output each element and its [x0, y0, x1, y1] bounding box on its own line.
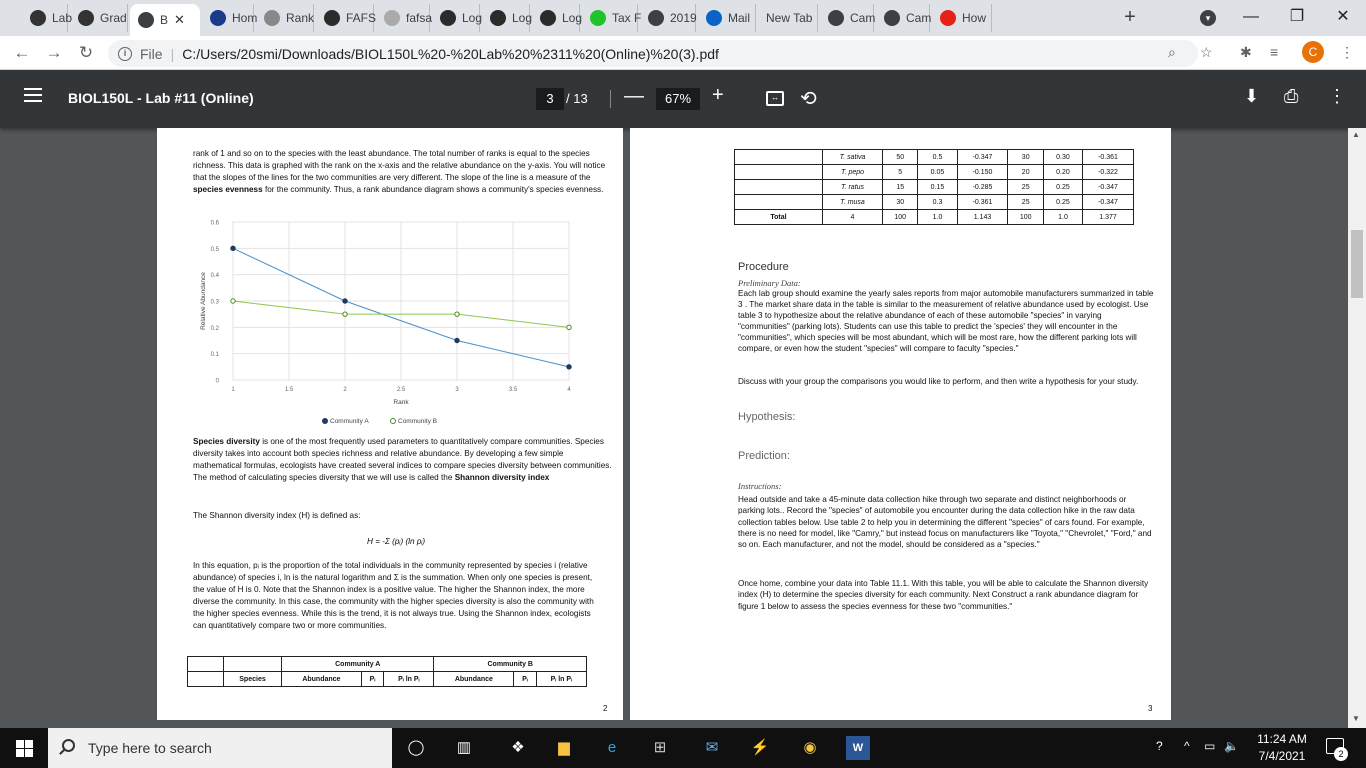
browser-tab[interactable]	[932, 4, 992, 32]
table-cell: 100	[1008, 210, 1043, 225]
table-header-cell: Abundance	[282, 672, 362, 687]
cortana-icon[interactable]: ◯	[407, 739, 425, 756]
table-header-cell: Pᵢ	[361, 672, 383, 687]
lab-icon	[30, 10, 46, 26]
address-bar[interactable]	[108, 40, 1198, 67]
table-cell: 1.0	[1043, 210, 1082, 225]
intro-text: rank of 1 and so on to the species with the least abundance. The total number of ranks is equal to the species richness. This data is graphed with the rank on the x-axis and the relative abundance on the y-axis. You will notice that the slopes of the lines for the two communities are very different. The slope of the line is a measure of the	[193, 149, 606, 182]
browser-tab[interactable]	[820, 4, 874, 32]
diversity-bold: Species diversity	[193, 437, 260, 446]
browser-tab[interactable]	[532, 4, 583, 32]
table-cell: 30	[883, 195, 918, 210]
battery-icon[interactable]: ▭	[1204, 739, 1216, 753]
minimize-icon[interactable]: —	[1243, 8, 1259, 25]
table-row	[735, 195, 1134, 210]
x-axis-label: Rank	[393, 399, 409, 406]
table-row	[735, 150, 1134, 165]
table-cell: T. ratus	[823, 180, 883, 195]
data-point	[343, 312, 347, 316]
table-cell: 0.5	[918, 150, 957, 165]
sales-data-table	[734, 149, 1134, 225]
pdf-title: BIOL150L - Lab #11 (Online)	[68, 90, 254, 106]
address-separator: |	[170, 45, 175, 62]
data-point	[231, 299, 235, 303]
browser-tab[interactable]	[432, 4, 483, 32]
scroll-up-icon[interactable]: ▲	[1352, 130, 1360, 139]
browser-tab[interactable]	[640, 4, 696, 32]
zoom-input[interactable]: 67%	[656, 88, 700, 110]
grad-icon	[78, 10, 94, 26]
zoom-icon[interactable]: ⌕	[1168, 44, 1176, 60]
data-point	[567, 325, 571, 329]
x-tick-label: 1	[231, 387, 235, 393]
table-cell: 100	[883, 210, 918, 225]
page-number: 2	[603, 704, 608, 713]
diversity-paragraph	[193, 436, 613, 484]
fsa-icon	[324, 10, 340, 26]
tab-title: Log	[462, 11, 483, 25]
restore-icon[interactable]: ❐	[1289, 8, 1305, 25]
tab-title: How	[962, 11, 987, 25]
tab-title: Log	[512, 11, 533, 25]
table-cell: 25	[1008, 195, 1043, 210]
clock-date: 7/4/2021	[1258, 749, 1306, 763]
data-point	[455, 338, 459, 342]
menu-icon[interactable]	[24, 88, 42, 102]
tab-title: FAFS	[346, 11, 377, 25]
intro-bold: species evenness	[193, 185, 263, 194]
pdf-toolbar	[0, 70, 1366, 128]
pdf-page-2	[157, 128, 623, 720]
file-explorer-icon[interactable]: ▆	[558, 739, 570, 756]
equation-paragraph: In this equation, pᵢ is the proportion of the total individuals in the community represented by species i (relative abundance) of species i, ln is the natural logarithm and Σ is the summation. When only one species is present, the value of H is 0. Note that the Shannon index is a positive value. The higher the Shannon index, the more diverse the community. In this case, the community with the higher species diversity is also the community with the higher species evenness. While this is the trend, it is not always true. Using the Shannon index, ecologists can quantitatively compare two or more communities.	[193, 561, 594, 630]
table-row	[735, 180, 1134, 195]
browser-tab[interactable]	[70, 4, 128, 32]
notification-count: 2	[1334, 747, 1348, 761]
table-cell	[224, 657, 282, 672]
chrome-icon[interactable]: ◉	[803, 739, 817, 756]
table-cell: -0.347	[1083, 180, 1134, 195]
tab-title: Grad	[100, 11, 127, 25]
help-icon[interactable]: ?	[1156, 739, 1163, 753]
intro-end: for the community. Thus, a rank abundance diagram shows a community's species evenness.	[264, 185, 604, 194]
loader-icon	[264, 10, 280, 26]
extensions-icon[interactable]: ✱	[1240, 44, 1252, 60]
browser-tab[interactable]	[130, 4, 200, 36]
table-cell	[735, 150, 823, 165]
browser-tab[interactable]	[758, 4, 818, 32]
tab-title: fafsa	[406, 11, 433, 25]
diversity-text: is one of the most frequently used parameters to quantitatively compare communities. Species diversity takes into account both species richness and relative abundance. By developing a few simple mathematical formulas, ecologists have created several indices to compare species diversity between communities. The method of calculating species diversity that we will use is called the	[193, 437, 612, 482]
table-cell: 50	[883, 150, 918, 165]
table-cell: 1.0	[918, 210, 957, 225]
preliminary-heading: Preliminary Data:	[738, 278, 801, 288]
table-header-cell: Pᵢ ln Pᵢ	[536, 672, 586, 687]
edge-icon[interactable]: e	[607, 739, 617, 756]
table-cell: 20	[1008, 165, 1043, 180]
profile-avatar[interactable]: C	[1302, 41, 1324, 63]
toolbar-divider	[610, 90, 611, 108]
table-cell: T. sativa	[823, 150, 883, 165]
table-cell: 0.25	[1043, 180, 1082, 195]
y-tick-label: 0.1	[210, 352, 219, 359]
shannon-bold: Shannon diversity index	[454, 473, 550, 482]
hypothesis-label: Hypothesis:	[738, 411, 796, 423]
table-cell: 0.15	[918, 180, 957, 195]
reload-icon[interactable]: ↻	[78, 43, 94, 62]
home-text: Once home, combine your data into Table 11.1. With this table, you will be able to calculate the Shannon diversity index (H) to determine the species diversity for each community. Next Construct a rank abundance diagram for figure 1 below to assess the species evenness for these two "communities."	[738, 579, 1149, 611]
pdf-page-3	[630, 128, 1171, 720]
browser-tab[interactable]	[22, 4, 73, 32]
bookmark-star-icon[interactable]: ☆	[1200, 44, 1213, 60]
zoom-in-button[interactable]: +	[712, 84, 724, 106]
y-axis-label: Relative Abundance	[200, 272, 207, 330]
browser-tab[interactable]	[582, 4, 642, 32]
browser-tab[interactable]	[876, 4, 930, 32]
tab-title: Rank	[286, 11, 315, 25]
community-a-header: Community A	[282, 657, 434, 672]
table-header-cell: Pᵢ	[514, 672, 536, 687]
y-tick-label: 0.5	[210, 246, 219, 253]
circle-icon	[384, 10, 400, 26]
table-cell: -0.285	[957, 180, 1008, 195]
prediction-label: Prediction:	[738, 450, 790, 462]
table-cell: 30	[1008, 150, 1043, 165]
print-icon[interactable]: ⎙	[1284, 86, 1299, 106]
table-cell: -0.347	[957, 150, 1008, 165]
system-clock[interactable]	[1254, 731, 1310, 765]
legend-marker	[391, 419, 396, 424]
shannon-table	[187, 656, 587, 687]
table-cell: -0.150	[957, 165, 1008, 180]
browser-tab[interactable]	[202, 4, 258, 32]
scroll-down-icon[interactable]: ▼	[1352, 714, 1360, 723]
globe-icon	[828, 10, 844, 26]
table-cell: Total	[735, 210, 823, 225]
tab-title: Cam	[850, 11, 876, 25]
instructions-heading: Instructions:	[738, 481, 782, 491]
instructions-text: Head outside and take a 45-minute data collection hike through two separate and distinct neighborhoods or parking lots.. Record the "species" of automobile you encounter during the data collection hike in the raw data collection tables below. Use table 2 to help you in determining the different "species" of cars found. For example, there is no need for model, like "Camry," but instead focus on manufacturers like "Toyota," "Chevrolet," "Ford," and so on. Each manufacturer, and not the model, should be considered as a "species."	[738, 495, 1152, 550]
table-cell: -0.361	[957, 195, 1008, 210]
search-icon	[62, 739, 75, 752]
x-tick-label: 2.5	[396, 387, 406, 393]
task-view-icon[interactable]: ▥	[456, 739, 472, 756]
chrome-menu-icon[interactable]: ⋮	[1340, 44, 1354, 60]
intro-paragraph	[193, 148, 609, 196]
page-total: / 13	[566, 91, 588, 106]
data-point	[343, 299, 347, 303]
tab-title: New Tab	[766, 11, 813, 25]
data-point	[455, 312, 459, 316]
x-tick-label: 3	[455, 387, 459, 393]
globe-icon	[884, 10, 900, 26]
table-header-cell: Abundance	[434, 672, 514, 687]
chevron-up-icon[interactable]: ^	[1184, 739, 1190, 753]
taskbar-search-box[interactable]	[48, 728, 392, 768]
pdf-viewer	[0, 128, 1348, 728]
info-icon[interactable]: i	[118, 47, 132, 61]
tab-search-icon[interactable]: ▾	[1200, 10, 1216, 26]
table-cell	[735, 195, 823, 210]
scheme-label: File	[140, 45, 163, 62]
table-header-cell: Species	[224, 672, 282, 687]
forward-icon[interactable]: →	[45, 43, 63, 62]
browser-tab[interactable]	[482, 4, 533, 32]
scrollbar-thumb[interactable]	[1351, 230, 1363, 298]
procedure-heading: Procedure	[738, 261, 789, 273]
close-tab-icon[interactable]: ✕	[174, 12, 185, 27]
legend-marker	[323, 419, 328, 424]
clock-time: 11:24 AM	[1257, 732, 1307, 746]
y-tick-label: 0.4	[210, 273, 219, 280]
table-cell: 15	[883, 180, 918, 195]
page-number-input[interactable]: 3	[536, 88, 564, 110]
table-cell: -0.361	[1083, 150, 1134, 165]
y-tick-label: 0.3	[210, 299, 219, 306]
community-b-header: Community B	[434, 657, 587, 672]
table-cell	[735, 180, 823, 195]
tab-strip	[0, 0, 1366, 36]
table-cell: 4	[823, 210, 883, 225]
data-point	[231, 246, 235, 250]
fsa-icon	[540, 10, 556, 26]
x-tick-label: 4	[567, 387, 571, 393]
back-icon[interactable]: ←	[13, 43, 31, 62]
table-header-cell: Pᵢ ln Pᵢ	[384, 672, 434, 687]
globe-icon	[648, 10, 664, 26]
table-cell	[188, 657, 224, 672]
table-cell: 0.25	[1043, 195, 1082, 210]
rank-abundance-chart	[193, 210, 603, 430]
zoom-out-button[interactable]: —	[624, 85, 644, 107]
shannon-definition: The Shannon diversity index (H) is defined as:	[193, 511, 361, 520]
discuss-text: Discuss with your group the comparisons you would like to perform, and then write a hypothesis for your study.	[738, 377, 1139, 386]
youtube-icon	[940, 10, 956, 26]
new-tab-button[interactable]: +	[1124, 6, 1136, 28]
search-placeholder: Type here to search	[88, 740, 212, 756]
word-icon[interactable]: W	[846, 736, 870, 760]
tab-title: Mail	[728, 11, 751, 25]
x-tick-label: 1.5	[284, 387, 294, 393]
outlook-icon	[706, 10, 722, 26]
fit-page-icon[interactable]: ↔	[766, 91, 784, 106]
table-cell: 0.3	[918, 195, 957, 210]
tab-title: Tax F	[612, 11, 642, 25]
table-cell: -0.322	[1083, 165, 1134, 180]
fsa-icon	[440, 10, 456, 26]
legend-label: Community A	[330, 418, 369, 425]
green-square-icon	[590, 10, 606, 26]
browser-toolbar	[0, 36, 1366, 70]
browser-tab[interactable]	[698, 4, 756, 32]
table-cell	[735, 165, 823, 180]
tab-title: B	[160, 13, 169, 27]
data-point	[567, 365, 571, 369]
mail-icon[interactable]: ✉	[705, 739, 719, 756]
close-window-icon[interactable]: ✕	[1336, 8, 1350, 25]
windows-start-icon[interactable]	[0, 728, 48, 768]
fsa-icon	[490, 10, 506, 26]
y-tick-label: 0	[215, 378, 219, 385]
url-text[interactable]: C:/Users/20smi/Downloads/BIOL150L%20-%20Lab%20%2311%20(Online)%20(3).pdf	[182, 45, 719, 62]
table-cell: 0.05	[918, 165, 957, 180]
browser-tab[interactable]	[256, 4, 314, 32]
tab-title: Lab	[52, 11, 73, 25]
store-icon[interactable]: ⊞	[653, 739, 667, 756]
table-cell: 1.143	[957, 210, 1008, 225]
tab-title: Cam	[906, 11, 932, 25]
download-icon[interactable]: ⬇	[1244, 86, 1260, 106]
table-cell: 25	[1008, 180, 1043, 195]
shannon-formula: H = -Σ (pᵢ) (ln pᵢ)	[367, 537, 426, 546]
table-cell: 5	[883, 165, 918, 180]
table-cell	[188, 672, 224, 687]
browser-tab[interactable]	[316, 4, 377, 32]
tab-title: 2019	[670, 11, 697, 25]
legend-label: Community B	[398, 418, 438, 425]
table-cell: 1.377	[1083, 210, 1134, 225]
table-cell: 0.30	[1043, 150, 1082, 165]
preliminary-text: Each lab group should examine the yearly sales reports from major automobile manufacturers summarized in table 3 . The market share data in the table is similar to the measurement of relative abundance used by ecologist. Use table 3 to hypothesize about the relative abundance of each of these automobile "species" in varying "communities" (parking lots). Students can use this table to predict the 'species' they will encounter in the "communities", which species will be most abundant, which will be most rare, how the different parking lots will compare, or even how the student "species" will compare to faculty "species."	[738, 289, 1154, 353]
volume-icon[interactable]: 🔈	[1224, 739, 1239, 753]
table-cell: -0.347	[1083, 195, 1134, 210]
x-tick-label: 2	[343, 387, 347, 393]
more-actions-icon[interactable]: ⋮	[1328, 86, 1346, 106]
tab-title: Log	[562, 11, 583, 25]
scrollbar-track[interactable]	[1348, 128, 1366, 728]
media-icon[interactable]: ≡	[1270, 44, 1279, 60]
rotate-icon[interactable]: ⟲	[800, 88, 817, 110]
star-icon	[210, 10, 226, 26]
winamp-icon[interactable]: ⚡	[750, 739, 770, 756]
y-tick-label: 0.2	[210, 325, 219, 332]
table-row	[735, 165, 1134, 180]
tab-title: Hom	[232, 11, 258, 25]
taskbar	[0, 728, 1366, 768]
table-cell: T. musa	[823, 195, 883, 210]
table-total-row	[735, 210, 1134, 225]
y-tick-label: 0.6	[210, 220, 219, 227]
globe-icon	[138, 12, 154, 28]
browser-tab[interactable]	[376, 4, 433, 32]
dropbox-icon[interactable]: ❖	[511, 739, 525, 756]
x-tick-label: 3.5	[508, 387, 518, 393]
page-number: 3	[1148, 704, 1153, 713]
table-cell: 0.20	[1043, 165, 1082, 180]
table-cell: T. pepo	[823, 165, 883, 180]
